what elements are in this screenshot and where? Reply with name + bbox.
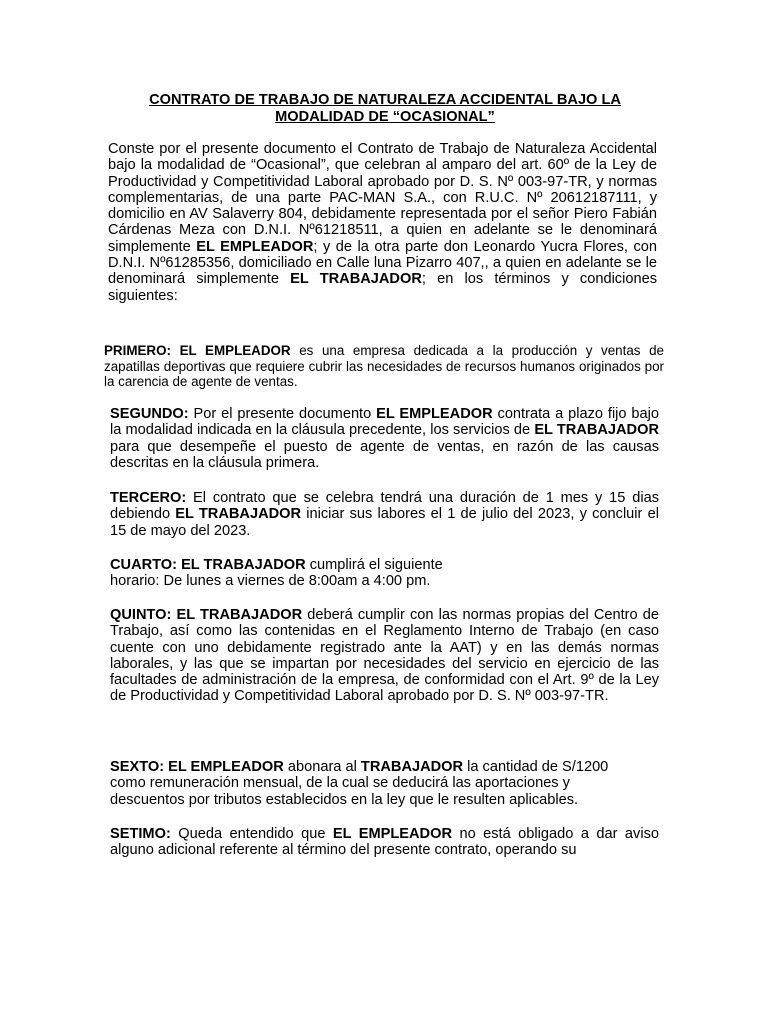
clause-cuarto bbox=[110, 557, 659, 590]
clause-tercero-text-2: iniciar sus labores el 1 de julio del 2023, y concluir el 15 de mayo del 2023. bbox=[110, 506, 659, 539]
title-line-2: MODALIDAD DE “OCASIONAL” bbox=[275, 109, 495, 125]
clause-cuarto-text-2: horario: De lunes a viernes de 8:00am a 4:00 pm. bbox=[110, 573, 431, 590]
clause-quinto-label: QUINTO: EL TRABAJADOR bbox=[110, 607, 303, 623]
intro-text-1: Conste por el presente documento el Contrato de Trabajo de Naturaleza Accidental bajo la modalidad de “Ocasional”, que celebran al amparo del art. 60º de la Ley de Productividad y Competitividad Laboral aprobado por D. S. Nº 003-97-TR, y normas complementarias, de una parte PAC-MAN S.A., con R.U.C. Nº 20612187111, y domicilio en AV Salaverry 804, debidamente representada por el señor Piero Fabián Cárdenas Meza con D.N.I. Nº61218511, a quien en adelante se le denominará simplemente bbox=[108, 141, 657, 255]
clause-setimo-bold-1: EL EMPLEADOR bbox=[332, 826, 452, 842]
clause-sexto-bold-1: TRABAJADOR bbox=[360, 759, 464, 775]
intro-text-3: ; en los términos y condiciones siguientes: bbox=[108, 271, 657, 304]
clause-cuarto-text-1: cumplirá el siguiente bbox=[305, 557, 443, 573]
clause-primero-label: PRIMERO: bbox=[104, 343, 171, 358]
clause-segundo-label: SEGUNDO: bbox=[110, 406, 189, 422]
clause-setimo bbox=[110, 826, 659, 859]
clause-sexto-text-1: abonara al bbox=[283, 759, 361, 775]
intro-paragraph bbox=[108, 141, 657, 304]
clause-primero-text: es una empresa dedicada a la producción y ventas de zapatillas deportivas que requiere cubrir las necesidades de recursos humanos originados por la carencia de agente de ventas. bbox=[104, 343, 664, 390]
clause-setimo-label: SETIMO: bbox=[110, 826, 171, 842]
clause-primero-bold-1: EL EMPLEADOR bbox=[179, 343, 291, 358]
clause-segundo-bold-2: EL TRABAJADOR bbox=[534, 422, 659, 439]
clause-sexto-text-2: la cantidad de S/1200 bbox=[463, 759, 609, 775]
intro-bold-trabajador: EL TRABAJADOR bbox=[290, 271, 422, 288]
intro-text-2: ; y de la otra parte don Leonardo Yucra Flores, con D.N.I. Nº61285356, domiciliado en Calle luna Pizarro 407,, a quien en adelante se le denominará simplemente bbox=[108, 238, 658, 288]
clause-tercero bbox=[110, 490, 659, 539]
clause-sexto-label: SEXTO: EL EMPLEADOR bbox=[110, 759, 284, 775]
clause-sexto bbox=[110, 759, 659, 808]
clause-setimo-text-1: Queda entendido que bbox=[170, 826, 333, 842]
clause-sexto-text-4: descuentos por tributos establecidos en la ley que le resulten aplicables. bbox=[110, 791, 579, 808]
clause-tercero-label: TERCERO: bbox=[110, 490, 187, 506]
title-line-1: CONTRATO DE TRABAJO DE NATURALEZA ACCIDENTAL BAJO LA bbox=[149, 92, 621, 108]
clause-segundo-text-3: para que desempeñe el puesto de agente de ventas, en razón de las causas descritas en la cláusula primera. bbox=[110, 438, 659, 471]
clause-segundo-text-2: contrata a plazo fijo bajo la modalidad indicada en la cláusula precedente, los servicios de bbox=[110, 406, 660, 439]
clause-sexto-text-3: como remuneración mensual, de la cual se deducirá las aportaciones y bbox=[110, 775, 570, 792]
clause-cuarto-label: CUARTO: EL TRABAJADOR bbox=[110, 557, 306, 573]
clause-primero bbox=[104, 343, 664, 390]
clause-quinto bbox=[110, 607, 659, 705]
clause-segundo bbox=[110, 406, 659, 471]
clause-tercero-bold-1: EL TRABAJADOR bbox=[175, 506, 302, 523]
intro-bold-empleador: EL EMPLEADOR bbox=[196, 238, 314, 255]
clause-segundo-text-1: Por el presente documento bbox=[188, 406, 377, 422]
contract-title bbox=[100, 92, 670, 126]
clause-setimo-text-2: no está obligado a dar aviso alguno adicional referente al término del presente contrato, operando su bbox=[110, 826, 659, 859]
clause-segundo-bold-1: EL EMPLEADOR bbox=[376, 406, 493, 422]
clause-quinto-text: deberá cumplir con las normas propias del Centro de Trabajo, así como las contenidas en el Reglamento Interno de Trabajo (en caso cuente con uno debidamente registrado ante la AAT) y en las demás normas laborales, y las que se impartan por necesidades del servicio en ejercicio de las facultades de administración de la empresa, de conformidad con el Art. 9º de la Ley de Productividad y Competitividad Laboral aprobado por D. S. Nº 003-97-TR. bbox=[110, 607, 660, 705]
clause-tercero-text-1: El contrato que se celebra tendrá una duración de 1 mes y 15 dias debiendo bbox=[110, 490, 659, 523]
